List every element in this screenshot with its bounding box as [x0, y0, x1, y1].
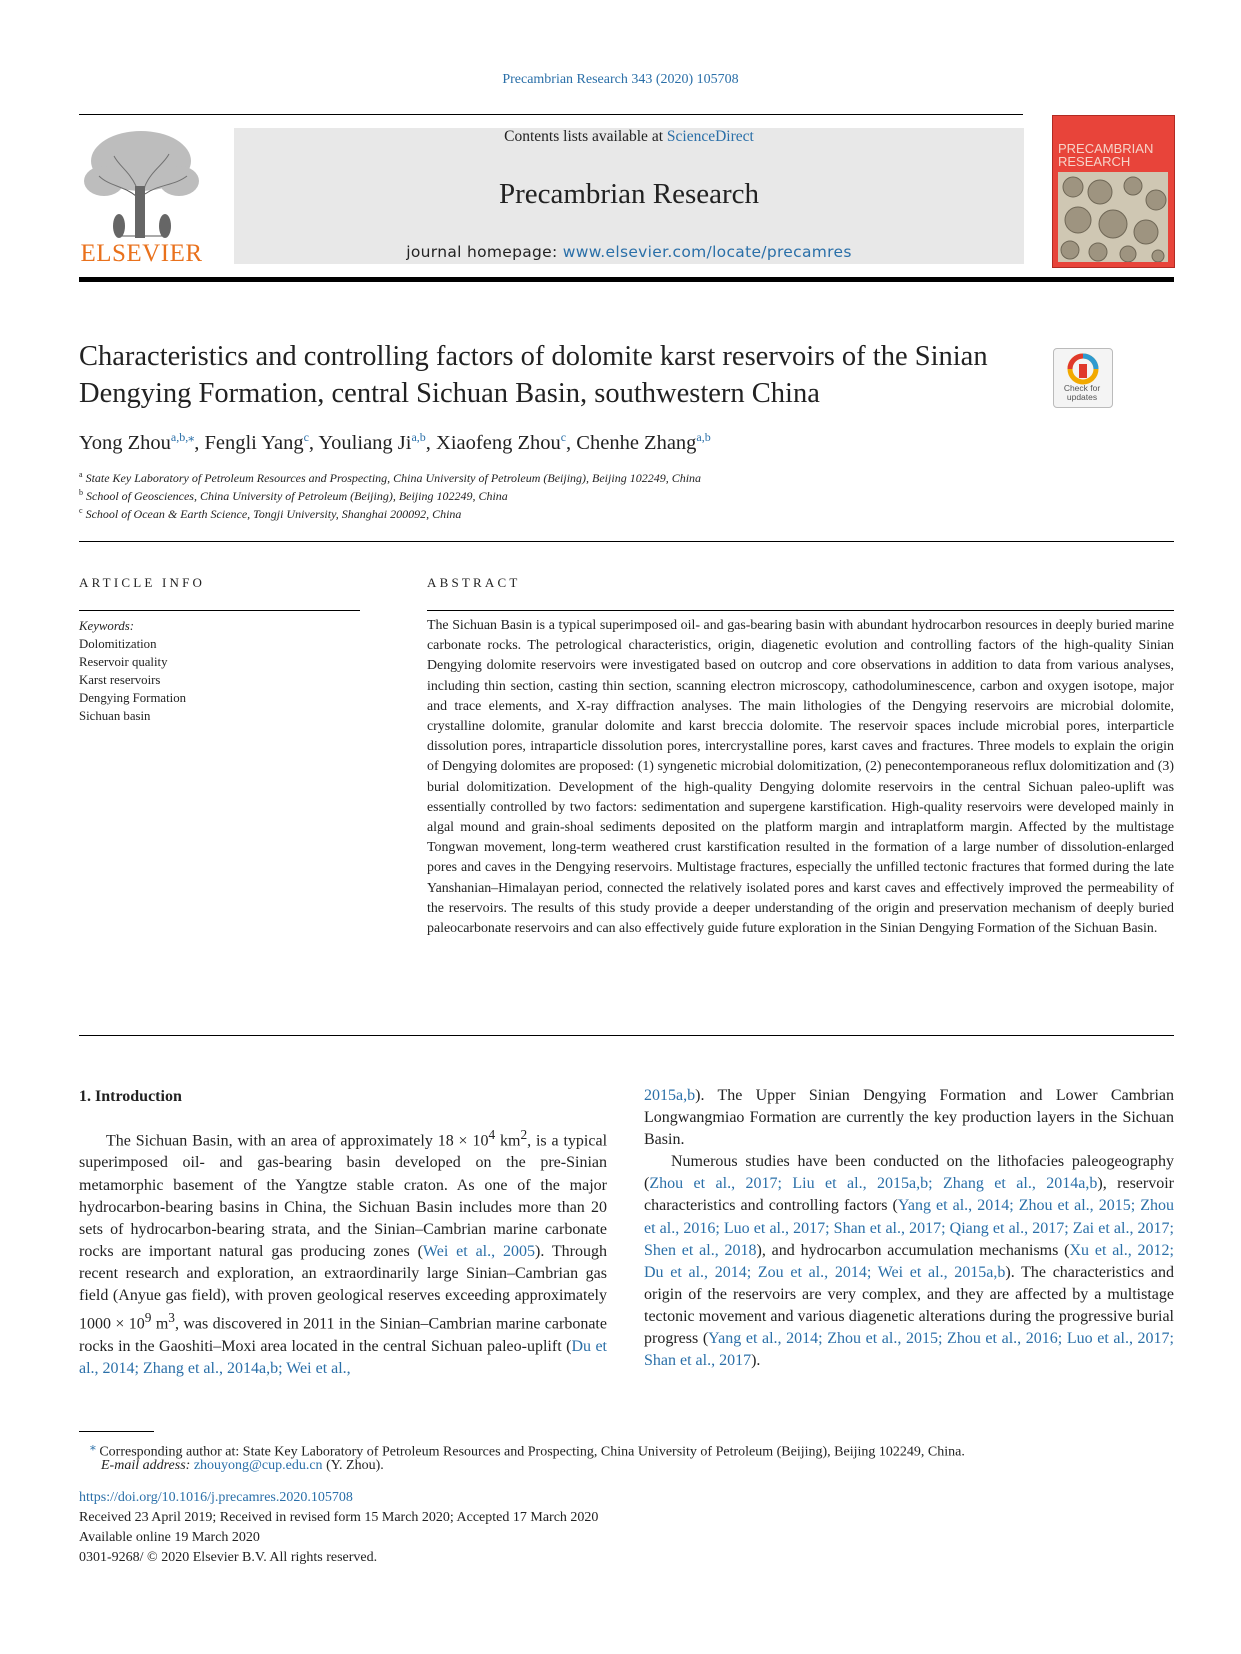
superscript: 2	[520, 1127, 528, 1142]
body-text: ). The Upper Sinian Dengying Formation and Lower Cambrian Longwangmiao Formation are currently the key production layers in the Sichuan Basin.	[644, 1087, 1174, 1149]
paragraph	[79, 1124, 607, 1380]
superscript: 3	[168, 1310, 175, 1326]
received-dates: Received 23 April 2019; Received in revised form 15 March 2020; Accepted 17 March 2020	[79, 1510, 599, 1525]
header-thick-rule	[79, 277, 1174, 282]
available-online: Available online 19 March 2020	[79, 1530, 260, 1545]
doi-link[interactable]: https://doi.org/10.1016/j.precamres.2020.105708	[79, 1490, 353, 1505]
keyword: Dengying Formation	[79, 691, 186, 705]
superscript: 4	[488, 1127, 496, 1142]
body-text: ).	[751, 1352, 761, 1370]
homepage-link[interactable]: www.elsevier.com/locate/precamres	[562, 243, 852, 261]
author-name[interactable]: Fengli Yang	[204, 431, 304, 454]
corresponding-text: Corresponding author at: State Key Laboratory of Petroleum Resources and Prospecting, China University of Petroleum (Beijing), Beijing 102249, China.	[99, 1444, 965, 1460]
affiliation-key: b	[79, 488, 83, 497]
affiliation	[79, 470, 701, 486]
affiliation-key: c	[79, 506, 83, 515]
body-text: m	[151, 1315, 169, 1333]
keywords-label: Keywords:	[79, 619, 134, 633]
cover-title: PRECAMBRIAN RESEARCH	[1058, 141, 1154, 169]
affiliation-rule	[79, 541, 1174, 542]
header-rule	[79, 114, 1023, 115]
keyword: Reservoir quality	[79, 655, 168, 669]
article-title: Characteristics and controlling factors of dolomite karst reservoirs of the Sinian Dengying Formation, central Sichuan Basin, southwestern China	[79, 341, 988, 409]
citation-link[interactable]: 2015a,b	[644, 1087, 696, 1104]
author-name[interactable]: Chenhe Zhang	[576, 431, 697, 454]
abstract-rule	[427, 610, 1174, 611]
journal-citation-link[interactable]: Precambrian Research 343 (2020) 105708	[502, 72, 739, 87]
check-updates-label: Check for updates	[1063, 383, 1101, 402]
abstract-end-rule	[79, 1035, 1174, 1036]
body-text: ). Through recent research and exploration, an extraordinarily large Sinian–Cambrian gas field (Anyue gas field), with proven geological reserves exceeding approximately 1000 × 10	[79, 1242, 608, 1333]
body-text: The Sichuan Basin, with an area of approximately 18 × 10	[106, 1132, 489, 1150]
body-text: km	[495, 1132, 521, 1150]
superscript: 9	[144, 1310, 152, 1326]
article-info-rule	[79, 610, 360, 611]
affiliation-text: School of Geosciences, China University of Petroleum (Beijing), Beijing 102249, China	[86, 489, 508, 503]
affiliation-text: State Key Laboratory of Petroleum Resources and Prospecting, China University of Petroleum (Beijing), Beijing 102249, China	[85, 471, 702, 485]
citation-link[interactable]: Xu et al., 2012; Du et al., 2014; Zou et al., 2014; Wei et al., 2015a,b	[644, 1241, 1175, 1281]
citation-link[interactable]: Wei et al., 2005	[422, 1242, 535, 1260]
affiliation	[79, 506, 461, 522]
body-text: ), reservoir characteristics and controlling factors (	[644, 1175, 1174, 1215]
keyword: Karst reservoirs	[79, 673, 161, 687]
author-name[interactable]: Youliang Ji	[318, 431, 412, 454]
contents-prefix: Contents lists available at	[504, 128, 667, 145]
abstract-heading: ABSTRACT	[427, 575, 521, 590]
body-text: ). The characteristics and origin of the reservoirs are very complex, and they are affected by a multistage tectonic movement and various diagenetic alterations during the progressive burial progress (	[644, 1263, 1175, 1348]
author-affil-marks[interactable]: c	[303, 430, 309, 444]
author-affil-marks[interactable]: c	[560, 430, 567, 444]
citation-link[interactable]: Yang et al., 2014; Zhou et al., 2015; Zhou et al., 2016; Luo et al., 2017; Shan et al., 2017	[644, 1330, 1175, 1370]
body-text: , was discovered in 2011 in the Sinian–Cambrian marine carbonate rocks in the Gaoshiti–Moxi area located in the central Sichuan paleo-uplift (	[79, 1315, 607, 1355]
email-line	[101, 1458, 384, 1474]
article-info-heading: ARTICLE INFO	[79, 575, 206, 590]
body-text: ), and hydrocarbon accumulation mechanisms (	[756, 1241, 1070, 1259]
copyright: 0301-9268/ © 2020 Elsevier B.V. All rights reserved.	[79, 1550, 378, 1565]
journal-name: Precambrian Research	[498, 178, 760, 210]
keyword: Sichuan basin	[79, 709, 151, 723]
citation-link[interactable]: Zhou et al., 2017; Liu et al., 2015a,b; Zhang et al., 2014a,b	[649, 1175, 1098, 1193]
author-affil-marks[interactable]: a,b,⁎	[170, 430, 195, 444]
email-suffix: (Y. Zhou).	[322, 1458, 384, 1473]
author-list: Yong Zhou$^{a,b,⁎}$, Fengli Yang$^c$, Youliang Ji$^{a,b}$, Xiaofeng Zhou$^c$, Chenhe Zhang$^{a,b}$	[79, 430, 711, 454]
body-column-left	[79, 1124, 607, 1380]
elsevier-wordmark: ELSEVIER	[80, 240, 203, 267]
homepage-prefix: journal homepage:	[406, 243, 563, 261]
section-heading: 1. Introduction	[79, 1088, 182, 1105]
author-affil-marks[interactable]: a,b	[696, 430, 711, 444]
paragraph	[644, 1085, 1174, 1151]
abstract-text: The Sichuan Basin is a typical superimposed oil- and gas-bearing basin with abundant hydrocarbon resources in deeply buried marine carbonate rocks. The petrological characteristics, origin, diagenetic evolution and controlling factors of the high-quality Sinian Dengying dolomite reservoirs were investigated based on outcrop and core observations in addition to data from various analyses, including thin section, casting thin section, scanning electron microscopy, cathodoluminescence, carbon and oxygen isotope, major and trace elements, and X-ray diffraction analyses. The main lithologies of the Dengying reservoirs are microbial dolomite, crystalline dolomite, granular dolomite and karst breccia dolomite. The reservoir spaces include microbial pores, interparticle dissolution pores, intraparticle dissolution pores, intercrystalline pores, karst caves and fractures. Three models to explain the origin of Dengying dolomites are proposed: (1) syngenetic microbial dolomitization, (2) penecontemporaneous reflux dolomitization and (3) burial dolomitization. Development of the high-quality Dengying dolomite reservoirs in the central Sichuan paleo-uplift was essentially controlled by two factors: sedimentation and supergene karstification. High-quality reservoirs were developed mainly in algal mound and grain-shoal sediments deposited on the platform margin and intraplatform margin. Affected by the multistage Tongwan movement, long-term weathered crust karstification resulted in the formation of a large number of dissolution-enlarged pores and caves in the Dengying reservoirs. Multistage fractures, especially the unfilled tectonic fractures that formed during the late Yanshanian–Himalayan period, connected the relatively isolated pores and karst caves and effectively improved the permeability of the reservoirs. The results of this study provide a deeper understanding of the origin and preservation mechanism of deeply buried paleocarbonate reservoirs and can also effectively guide future exploration in the Sinian Dengying Formation of the Sichuan Basin.	[427, 618, 1174, 937]
contents-line	[234, 128, 1024, 146]
author-name[interactable]: Yong Zhou	[79, 431, 171, 454]
journal-homepage	[234, 243, 1024, 261]
citation-link[interactable]: Yang et al., 2014; Zhou et al., 2015; Zhou et al., 2016; Luo et al., 2017; Shan et al., 2017; Qiang et al., 2017; Zai et al., 2017; Shen et al., 2018	[644, 1197, 1174, 1259]
body-column-right	[644, 1085, 1174, 1372]
citation-link[interactable]: Du et al., 2014; Zhang et al., 2014a,b; Wei et al.,	[79, 1337, 607, 1377]
keyword: Dolomitization	[79, 637, 157, 651]
paragraph	[644, 1151, 1174, 1372]
affiliation-text: School of Ocean & Earth Science, Tongji University, Shanghai 200092, China	[85, 507, 462, 521]
affiliation	[79, 488, 508, 504]
affiliation-key: a	[79, 470, 83, 479]
footnote-mark: ⁎	[90, 1440, 96, 1453]
sciencedirect-link[interactable]: ScienceDirect	[666, 128, 754, 145]
body-text: , is a typical superimposed oil- and gas-bearing basin developed on the pre-Sinian metamorphic basement of the Yangtze stable craton. As one of the major hydrocarbon-bearing basins in China, the Sichuan Basin includes more than 20 sets of hydrocarbon-bearing strata, and the Sinian–Cambrian marine carbonate rocks are important natural gas producing zones (	[79, 1132, 608, 1260]
author-affil-marks[interactable]: a,b	[411, 430, 426, 444]
footnote-rule	[79, 1431, 154, 1432]
email-label: E-mail address:	[101, 1458, 191, 1473]
email-link[interactable]: zhouyong@cup.edu.cn	[193, 1458, 323, 1473]
body-text: Numerous studies have been conducted on the lithofacies paleogeography (	[644, 1153, 1174, 1193]
cover-image	[1058, 172, 1168, 262]
author-name[interactable]: Xiaofeng Zhou	[436, 431, 561, 454]
